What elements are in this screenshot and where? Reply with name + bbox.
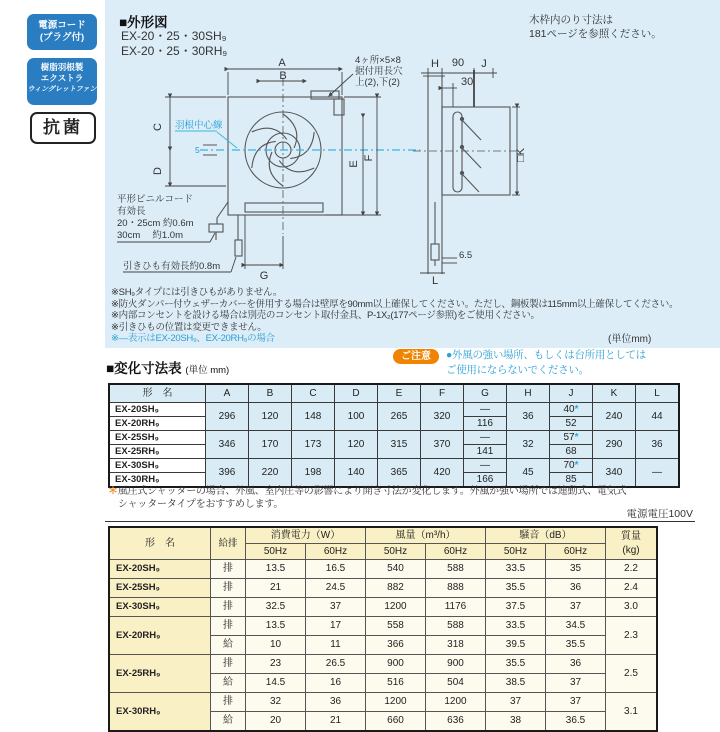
spec-model-cell: EX-25RH₉	[109, 655, 211, 693]
dim-cell-j-sh	[550, 459, 593, 473]
divider-rule	[105, 521, 695, 522]
spec-weight-cell: 2.3	[606, 617, 658, 655]
pull-cord-note: 引きひも有効長約0.8m	[123, 261, 221, 272]
spec-value-cell: 33.5	[486, 617, 546, 636]
spec-hz-header: 50Hz	[486, 544, 546, 560]
spec-value-cell: 504	[426, 674, 486, 693]
dim-cell-B: 220	[249, 459, 292, 488]
dim-cell-A: 346	[206, 431, 249, 459]
dim-cell-B: 170	[249, 431, 292, 459]
dim-label-5: 5	[195, 145, 200, 155]
dim-cell-j-rh	[550, 445, 593, 459]
dim-label-e: E	[348, 160, 360, 168]
spec-value-cell: 21	[246, 579, 306, 598]
outline-note-1: ※SH₉タイプには引きひもがありません。	[111, 287, 283, 298]
dim-cell-L: ―	[636, 459, 680, 488]
antibacterial-badge: 抗菌	[30, 112, 96, 144]
caution-text-line2: ご使用にならないでください。	[446, 364, 589, 376]
spec-supply-cell: 排	[211, 598, 246, 617]
wood-frame-note	[529, 13, 662, 41]
outline-note-3: ※内部コンセントを設ける場合は別売のコンセント取付金具、P-1X₂(177ページ参照)をご使用ください。	[111, 310, 540, 322]
spec-group-header-0: 消費電力（W）	[246, 527, 366, 544]
front-dimension-labels	[117, 55, 403, 282]
spec-supply-cell: 給	[211, 712, 246, 732]
dim-col-header-E: E	[378, 384, 421, 403]
dim-table-title-text: ■変化寸法表	[106, 361, 182, 376]
spec-value-cell: 540	[366, 560, 426, 579]
spec-table-row	[109, 579, 657, 598]
spec-value-cell: 13.5	[246, 560, 306, 579]
fan-front-view	[200, 78, 420, 256]
dim-cell-H: 45	[507, 459, 550, 488]
dim-j-value: 52	[565, 418, 577, 429]
power-cord-badge-line2: (プラグ付)	[39, 32, 85, 43]
spec-value-cell: 32.5	[246, 598, 306, 617]
power-cord-badge	[27, 14, 97, 50]
spec-value-cell: 36	[546, 655, 606, 674]
spec-hz-header: 50Hz	[366, 544, 426, 560]
dim-label-30: 30	[461, 76, 474, 88]
dim-col-header-D: D	[335, 384, 378, 403]
spec-value-cell: 318	[426, 636, 486, 655]
spec-value-cell: 20	[246, 712, 306, 732]
side-dimension-labels	[431, 57, 527, 287]
dim-label-a: A	[278, 57, 286, 69]
dim-model-cell: EX-25SH₉	[109, 431, 206, 445]
dim-cell-g-sh: ―	[464, 431, 507, 445]
dim-cell-A: 296	[206, 403, 249, 431]
unit-note: (単位mm)	[608, 334, 652, 345]
dim-cell-D: 120	[335, 431, 378, 459]
outline-title: ■外形図	[119, 15, 168, 30]
spec-weight-header-line2: (kg)	[622, 544, 640, 556]
cord-note-line4: 30cm 約1.0m	[117, 230, 183, 241]
spec-value-cell: 14.5	[246, 674, 306, 693]
spec-value-cell: 37	[546, 674, 606, 693]
spec-value-cell: 38	[486, 712, 546, 732]
spec-value-cell: 35.5	[486, 579, 546, 598]
dim-cell-K: 340	[593, 459, 636, 488]
spec-table-row	[109, 598, 657, 617]
spec-group-header-1: 風量（m³/h）	[366, 527, 486, 544]
spec-supply-cell: 排	[211, 579, 246, 598]
spec-value-cell: 36	[306, 693, 366, 712]
spec-weight-cell: 2.2	[606, 560, 658, 579]
spec-value-cell: 35.5	[546, 636, 606, 655]
spec-hz-header: 60Hz	[546, 544, 606, 560]
dim-cell-L: 36	[636, 431, 680, 459]
dim-table-unit: (単位 mm)	[185, 365, 230, 376]
dim-cell-g-rh: 116	[464, 417, 507, 431]
dim-cell-D: 140	[335, 459, 378, 488]
dim-table-row	[109, 431, 679, 445]
spec-header-row-1	[109, 527, 657, 544]
dim-j-value: 70	[563, 460, 575, 471]
dim-cell-C: 148	[292, 403, 335, 431]
wood-frame-note-line1: 木枠内のり寸法は	[529, 14, 613, 26]
spec-model-cell: EX-20RH₉	[109, 617, 211, 655]
dim-cell-H: 32	[507, 431, 550, 459]
mounting-note-line3: 上(2),下(2)	[355, 77, 400, 88]
spec-model-cell: EX-30RH₉	[109, 693, 211, 732]
dim-label-6-5: 6.5	[459, 250, 473, 261]
spec-table-row	[109, 617, 657, 636]
dim-footnote-line2: シャッタータイプをおすすめします。	[118, 499, 284, 510]
dim-label-h: H	[431, 58, 439, 70]
dim-label-f: F	[363, 154, 375, 162]
dim-cell-D: 100	[335, 403, 378, 431]
power-cord-badge-line1: 電源コード	[38, 20, 86, 31]
dim-cell-E: 315	[378, 431, 421, 459]
dim-table-row	[109, 459, 679, 473]
outline-notes	[111, 287, 678, 345]
dim-col-header-J: J	[550, 384, 593, 403]
dim-cell-j-sh	[550, 403, 593, 417]
caution-text	[446, 348, 716, 378]
spec-weight-cell: 3.0	[606, 598, 658, 617]
spec-value-cell: 16	[306, 674, 366, 693]
spec-value-cell: 33.5	[486, 560, 546, 579]
spec-value-cell: 37.5	[486, 598, 546, 617]
spec-col-supply-header: 給排	[211, 527, 246, 560]
dim-table-title	[106, 357, 229, 377]
dim-j-star: *	[574, 432, 579, 443]
dim-j-value: 57	[563, 432, 575, 443]
spec-value-cell: 11	[306, 636, 366, 655]
winglet-fan-badge-line2: エクストラ	[40, 73, 84, 83]
dim-label-l: L	[432, 275, 439, 287]
cord-note-line3: 20・25cm 約0.6m	[117, 218, 194, 229]
dim-model-cell: EX-25RH₉	[109, 445, 206, 459]
dim-cell-H: 36	[507, 403, 550, 431]
dim-col-header-G: G	[464, 384, 507, 403]
dim-cell-E: 265	[378, 403, 421, 431]
spec-weight-cell: 2.5	[606, 655, 658, 693]
spec-value-cell: 39.5	[486, 636, 546, 655]
spec-value-cell: 366	[366, 636, 426, 655]
dim-model-cell: EX-20SH₉	[109, 403, 206, 417]
spec-table-row	[109, 693, 657, 712]
mounting-note-line1: 4ヶ所×5×8	[355, 55, 401, 66]
spec-value-cell: 900	[366, 655, 426, 674]
spec-hz-header: 60Hz	[306, 544, 366, 560]
spec-value-cell: 558	[366, 617, 426, 636]
dim-model-cell: EX-30RH₉	[109, 473, 206, 488]
blade-centerline-label: 羽根中心線	[175, 120, 223, 131]
spec-value-cell: 37	[486, 693, 546, 712]
spec-supply-cell: 排	[211, 617, 246, 636]
fan-side-view	[413, 70, 519, 274]
dim-j-value: 68	[565, 446, 577, 457]
dim-label-c: C	[152, 123, 164, 131]
dim-j-star: *	[574, 404, 579, 415]
dim-cell-F: 420	[421, 459, 464, 488]
dim-col-header-B: B	[249, 384, 292, 403]
spec-value-cell: 32	[246, 693, 306, 712]
spec-value-cell: 36	[546, 579, 606, 598]
dim-j-value: 85	[565, 474, 577, 485]
spec-value-cell: 588	[426, 560, 486, 579]
cord-note-line1: 平形ビニルコード	[117, 194, 194, 205]
dim-footnote-line1	[108, 485, 626, 498]
dim-model-cell: EX-30SH₉	[109, 459, 206, 473]
dim-cell-g-sh: ―	[464, 459, 507, 473]
spec-col-name-header: 形 名	[109, 527, 211, 560]
spec-value-cell: 17	[306, 617, 366, 636]
spec-weight-cell: 2.4	[606, 579, 658, 598]
outline-drawing-svg	[105, 52, 720, 287]
spec-value-cell: 37	[546, 693, 606, 712]
spec-supply-cell: 給	[211, 636, 246, 655]
spec-table	[108, 526, 658, 732]
spec-model-cell: EX-25SH₉	[109, 579, 211, 598]
footnote-star: ＊	[108, 486, 118, 497]
spec-value-cell: 26.5	[306, 655, 366, 674]
spec-table-row	[109, 560, 657, 579]
dim-cell-g-rh: 166	[464, 473, 507, 488]
dim-label-b: B	[279, 70, 287, 82]
dim-cell-F: 370	[421, 431, 464, 459]
spec-value-cell: 34.5	[546, 617, 606, 636]
dim-table	[108, 383, 680, 488]
spec-value-cell: 38.5	[486, 674, 546, 693]
spec-hz-header: 50Hz	[246, 544, 306, 560]
spec-group-header-2: 騒音（dB）	[486, 527, 606, 544]
dim-cell-F: 320	[421, 403, 464, 431]
outline-note-4: ※引きひもの位置は変更できません。	[111, 321, 267, 333]
spec-value-cell: 36.5	[546, 712, 606, 732]
spec-value-cell: 1200	[366, 693, 426, 712]
spec-value-cell: 21	[306, 712, 366, 732]
wood-frame-note-line2: 181ページを参照ください。	[529, 28, 662, 40]
dim-label-g: G	[259, 270, 269, 282]
dim-col-header-L: L	[636, 384, 680, 403]
outline-drawing	[105, 52, 720, 292]
winglet-fan-badge	[27, 58, 97, 105]
spec-value-cell: 516	[366, 674, 426, 693]
spec-value-cell: 1200	[366, 598, 426, 617]
spec-model-cell: EX-30SH₉	[109, 598, 211, 617]
dim-cell-j-rh	[550, 417, 593, 431]
spec-model-cell: EX-20SH₉	[109, 560, 211, 579]
spec-value-cell: 23	[246, 655, 306, 674]
spec-value-cell: 636	[426, 712, 486, 732]
outline-note-2: ※防火ダンパー付ウェザーカバーを併用する場合は壁厚を90mm以上確保してください。ただし、鋼板製は115mm以上確保してください。	[111, 298, 679, 310]
dim-col-header-F: F	[421, 384, 464, 403]
spec-col-weight-header	[606, 527, 658, 560]
dim-label-k: □K	[515, 148, 527, 162]
spec-supply-cell: 排	[211, 560, 246, 579]
dim-cell-j-sh	[550, 431, 593, 445]
winglet-fan-badge-line3: ウィングレットファン	[27, 86, 97, 93]
spec-value-cell: 35.5	[486, 655, 546, 674]
spec-supply-cell: 排	[211, 655, 246, 674]
spec-weight-cell: 3.1	[606, 693, 658, 732]
dim-j-value: 40	[563, 404, 575, 415]
spec-value-cell: 16.5	[306, 560, 366, 579]
dim-cell-C: 198	[292, 459, 335, 488]
dim-cell-K: 290	[593, 431, 636, 459]
spec-value-cell: 1200	[426, 693, 486, 712]
mounting-note-line2: 据付用長穴	[355, 66, 403, 77]
dim-cell-B: 120	[249, 403, 292, 431]
dim-table-header-row	[109, 384, 679, 403]
spec-supply-cell: 排	[211, 693, 246, 712]
spec-hz-header: 60Hz	[426, 544, 486, 560]
spec-value-cell: 10	[246, 636, 306, 655]
dim-cell-C: 173	[292, 431, 335, 459]
dim-cell-g-rh: 141	[464, 445, 507, 459]
dim-col-header-K: K	[593, 384, 636, 403]
dim-col-header-H: H	[507, 384, 550, 403]
dim-cell-L: 44	[636, 403, 680, 431]
dim-label-d: D	[152, 167, 164, 175]
dim-cell-g-sh: ―	[464, 403, 507, 417]
dim-cell-K: 240	[593, 403, 636, 431]
dim-label-90: 90	[451, 57, 465, 69]
dim-model-cell: EX-20RH₉	[109, 417, 206, 431]
dim-j-star: *	[574, 460, 579, 471]
dim-label-j: J	[481, 58, 487, 70]
dim-cell-E: 365	[378, 459, 421, 488]
spec-value-cell: 1176	[426, 598, 486, 617]
spec-supply-cell: 給	[211, 674, 246, 693]
spec-value-cell: 35	[546, 560, 606, 579]
outline-model-sh: EX-20・25・30SH₉	[121, 29, 227, 43]
spec-weight-header-line1: 質量	[621, 530, 641, 542]
outline-note-5: ※―表示はEX-20SH₉、EX-20RH₉の場合	[111, 333, 275, 345]
spec-value-cell: 588	[426, 617, 486, 636]
outline-model-rh: EX-20・25・30RH₉	[121, 44, 228, 58]
dim-col-header-A: A	[206, 384, 249, 403]
spec-value-cell: 888	[426, 579, 486, 598]
caution-badge: ご注意	[393, 349, 439, 364]
caution-text-line1: ●外風の強い場所、もしくは台所用としては	[446, 349, 646, 361]
spec-value-cell: 660	[366, 712, 426, 732]
dim-cell-A: 396	[206, 459, 249, 488]
spec-value-cell: 882	[366, 579, 426, 598]
dim-col-name-header: 形 名	[109, 384, 206, 403]
spec-value-cell: 13.5	[246, 617, 306, 636]
spec-value-cell: 37	[546, 598, 606, 617]
dim-footnote-text1: 風圧式シャッターの場合、外風、室内圧等の影響により開き寸法が変化します。外風が強い場所では連動式、電気式	[117, 486, 627, 497]
spec-table-row	[109, 655, 657, 674]
spec-value-cell: 37	[306, 598, 366, 617]
spec-value-cell: 24.5	[306, 579, 366, 598]
spec-value-cell: 900	[426, 655, 486, 674]
dim-table-row	[109, 403, 679, 417]
cord-note-line2: 有効長	[117, 206, 146, 217]
power-voltage-note: 電源電圧100V	[626, 508, 693, 520]
dim-col-header-C: C	[292, 384, 335, 403]
winglet-fan-badge-line1: 樹脂羽根製	[40, 62, 84, 72]
